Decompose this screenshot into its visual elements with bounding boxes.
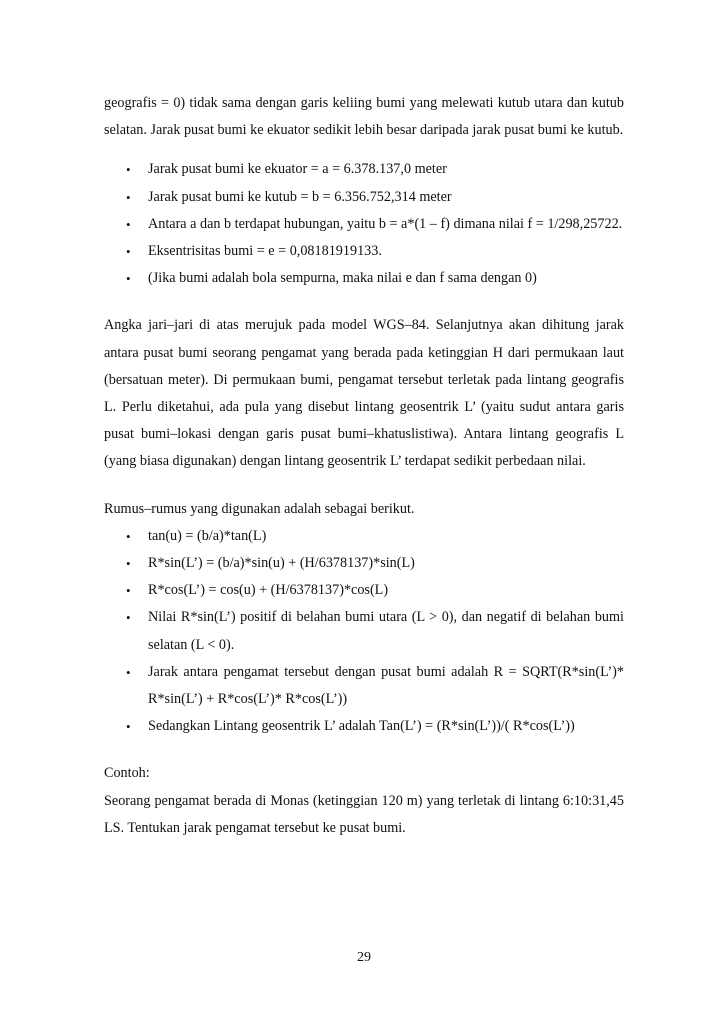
example-title: Contoh: bbox=[104, 765, 150, 782]
list-item: • Antara a dan b terdapat hubungan, yaitu b = a*(1 – f) dimana nilai f = 1/298,25722. bbox=[104, 211, 624, 238]
spacer bbox=[104, 292, 624, 312]
list-item: • R*cos(L’) = cos(u) + (H/6378137)*cos(L) bbox=[104, 577, 624, 604]
spacer bbox=[104, 740, 624, 760]
list-item: • (Jika bumi adalah bola sempurna, maka nilai e dan f sama dengan 0) bbox=[104, 265, 624, 292]
list-item: • Jarak pusat bumi ke kutub = b = 6.356.752,314 meter bbox=[104, 184, 624, 211]
bullet-icon: • bbox=[126, 610, 131, 626]
formula-intro: Rumus–rumus yang digunakan adalah sebagai berikut. bbox=[104, 500, 415, 517]
formula-list bbox=[104, 523, 624, 741]
list-item: • Nilai R*sin(L’) positif di belahan bumi utara (L > 0), dan negatif di belahan bumi selatan (L < 0). bbox=[104, 604, 624, 658]
list-item: • Sedangkan Lintang geosentrik L’ adalah Tan(L’) = (R*sin(L’))/( R*cos(L’)) bbox=[104, 713, 624, 740]
bullet-icon: • bbox=[126, 528, 131, 544]
bullet-icon: • bbox=[126, 583, 131, 599]
bullet-icon: • bbox=[126, 189, 131, 205]
bullet-icon: • bbox=[126, 271, 131, 287]
spacer bbox=[104, 476, 624, 496]
bullet-icon: • bbox=[126, 162, 131, 178]
earth-parameters-list bbox=[104, 156, 624, 292]
intro-paragraph: geografis = 0) tidak sama dengan garis keliing bumi yang melewati kutub utara dan kutub selatan. Jarak pusat bumi ke ekuator sedikit lebih besar daripada jarak pusat bumi ke kutub. bbox=[104, 95, 624, 139]
bullet-icon: • bbox=[126, 216, 131, 232]
bullet-icon: • bbox=[126, 664, 131, 680]
example-paragraph: Seorang pengamat berada di Monas (ketinggian 120 m) yang terletak di lintang 6:10:31,45 LS. Tentukan jarak pengamat tersebut ke pusat bumi. bbox=[104, 792, 624, 836]
list-item: • Jarak antara pengamat tersebut dengan pusat bumi adalah R = SQRT(R*sin(L’)* R*sin(L’) + R*cos(L’)* R*cos(L’)) bbox=[104, 659, 624, 713]
list-item: • R*sin(L’) = (b/a)*sin(u) + (H/6378137)*sin(L) bbox=[104, 550, 624, 577]
bullet-icon: • bbox=[126, 719, 131, 735]
spacer bbox=[104, 144, 624, 156]
bullet-icon: • bbox=[126, 244, 131, 260]
bullet-icon: • bbox=[126, 556, 131, 572]
list-item: • Jarak pusat bumi ke ekuator = a = 6.378.137,0 meter bbox=[104, 156, 624, 183]
page-number: 29 bbox=[357, 950, 371, 965]
wgs-paragraph: Angka jari–jari di atas merujuk pada model WGS–84. Selanjutnya akan dihitung jarak antara pusat bumi seorang pengamat yang berada pada ketinggian H dari permukaan laut (bersatuan meter). Di permukaan bumi, pengamat tersebut terletak pada lintang geografis L. Perlu diketahui, ada pula yang disebut lintang geosentrik L’ (yaitu sudut antara garis pusat bumi–lokasi dengan garis pusat bumi–khatuslistiwa). Antara lintang geografis L (yang biasa digunakan) dengan lintang geosentrik L’ terdapat sedikit perbedaan nilai. bbox=[104, 317, 624, 470]
list-item: • Eksentrisitas bumi = e = 0,08181919133. bbox=[104, 238, 624, 265]
document-page bbox=[104, 90, 624, 842]
list-item: • tan(u) = (b/a)*tan(L) bbox=[104, 523, 624, 550]
